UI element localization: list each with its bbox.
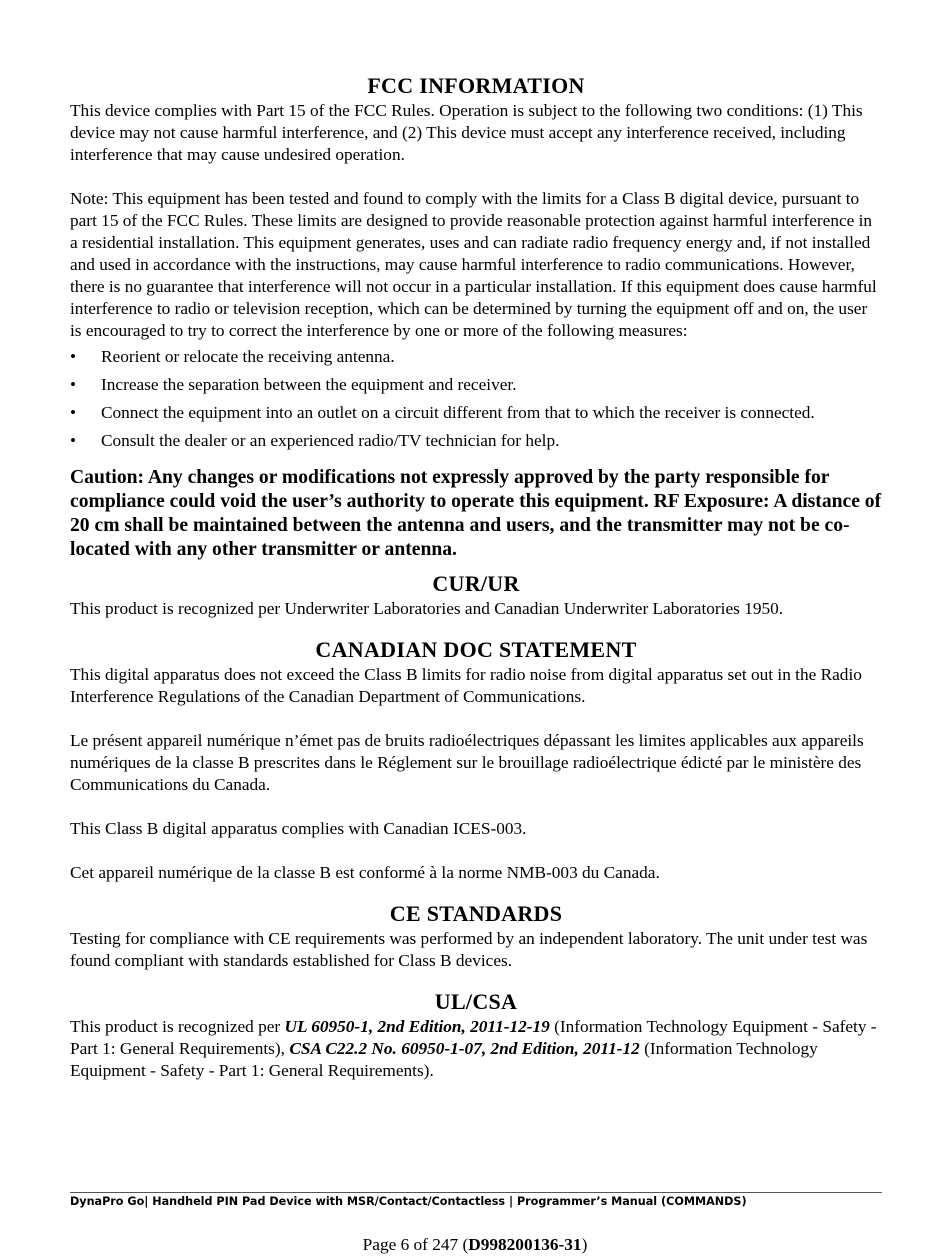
document-page bbox=[70, 72, 882, 1082]
bullet-icon: • bbox=[70, 431, 77, 450]
list-item: • Consult the dealer or an experienced radio/TV technician for help. bbox=[70, 431, 560, 450]
footer-divider bbox=[70, 1192, 882, 1193]
fcc-heading: FCC INFORMATION bbox=[367, 73, 585, 98]
fcc-paragraph-2: Note: This equipment has been tested and found to comply with the limits for a Class B digital device, pursuant to part 15 of the FCC Rules. These limits are designed to provide reasonable protection against harmful interference in a residential installation. This equipment generates, uses and can radiate radio frequency energy and, if not installed and used in accordance with the instructions, may cause harmful interference to radio communications. However, there is no guarantee that interference will not occur in a particular installation. If this equipment does cause harmful interference to radio or television reception, which can be determined by turning the equipment off and on, the user is encouraged to try to correct the interference by one or more of the following measures: bbox=[70, 189, 877, 340]
canadian-paragraph-1: This digital apparatus does not exceed the Class B limits for radio noise from digital apparatus set out in the Radio Interference Regulations of the Canadian Department of Communications. bbox=[70, 665, 862, 706]
ulcsa-heading: UL/CSA bbox=[434, 989, 518, 1014]
list-item: • Connect the equipment into an outlet on a circuit different from that to which the receiver is connected. bbox=[70, 403, 815, 422]
list-item: • Reorient or relocate the receiving antenna. bbox=[70, 347, 395, 366]
page-number: Page 6 of 247 (D998200136-31) bbox=[362, 1235, 588, 1254]
canadian-paragraph-3: This Class B digital apparatus complies with Canadian ICES-003. bbox=[70, 819, 527, 838]
caution-statement: Caution: Any changes or modifications not expressly approved by the party responsible for compliance could void the user’s authority to operate this equipment. RF Exposure: A distance of 20 cm shall be maintained between the antenna and users, and the transmitter may not be co-located with any other transmitter or antenna. bbox=[70, 467, 882, 560]
cur-paragraph: This product is recognized per Underwriter Laboratories and Canadian Underwriter Laboratories 1950. bbox=[70, 599, 784, 618]
bullet-icon: • bbox=[70, 347, 77, 366]
measures-list bbox=[70, 346, 882, 452]
doc-number: D998200136-31 bbox=[468, 1235, 582, 1254]
cur-heading: CUR/UR bbox=[432, 571, 520, 596]
ulcsa-paragraph: This product is recognized per UL 60950-1, 2nd Edition, 2011-12-19 (Information Technology Equipment - Safety - Part 1: General Requirements), CSA C22.2 No. 60950-1-07, 2nd Edition, 2011-12 (Information Technology Equipment - Safety - Part 1: General Requirements). bbox=[70, 1017, 877, 1080]
csa-standard: CSA C22.2 No. 60950-1-07, 2nd Edition, 2011-12 bbox=[289, 1039, 640, 1058]
bullet-icon: • bbox=[70, 403, 77, 422]
canadian-paragraph-2: Le présent appareil numérique n’émet pas de bruits radioélectriques dépassant les limites applicables aux appareils numériques de la classe B prescrites dans le Réglement sur le brouillage radioélectrique édicté par le ministère des Communications du Canada. bbox=[70, 731, 864, 794]
ul-standard: UL 60950-1, 2nd Edition, 2011-12-19 bbox=[284, 1017, 550, 1036]
ce-heading: CE STANDARDS bbox=[389, 901, 563, 926]
bullet-icon: • bbox=[70, 375, 77, 394]
canadian-paragraph-4: Cet appareil numérique de la classe B est conformé à la norme NMB-003 du Canada. bbox=[70, 863, 660, 882]
list-item: • Increase the separation between the equipment and receiver. bbox=[70, 375, 517, 394]
ce-paragraph: Testing for compliance with CE requirements was performed by an independent laboratory. The unit under test was found compliant with standards established for Class B devices. bbox=[70, 929, 868, 970]
footer-text: DynaPro Go| Handheld PIN Pad Device with MSR/Contact/Contactless | Programmer’s Manual (COMMANDS) bbox=[70, 1195, 747, 1208]
canadian-heading: CANADIAN DOC STATEMENT bbox=[315, 637, 637, 662]
fcc-paragraph-1: This device complies with Part 15 of the FCC Rules. Operation is subject to the following two conditions: (1) This device may not cause harmful interference, and (2) This device must accept any interference received, including interference that may cause undesired operation. bbox=[70, 101, 863, 164]
